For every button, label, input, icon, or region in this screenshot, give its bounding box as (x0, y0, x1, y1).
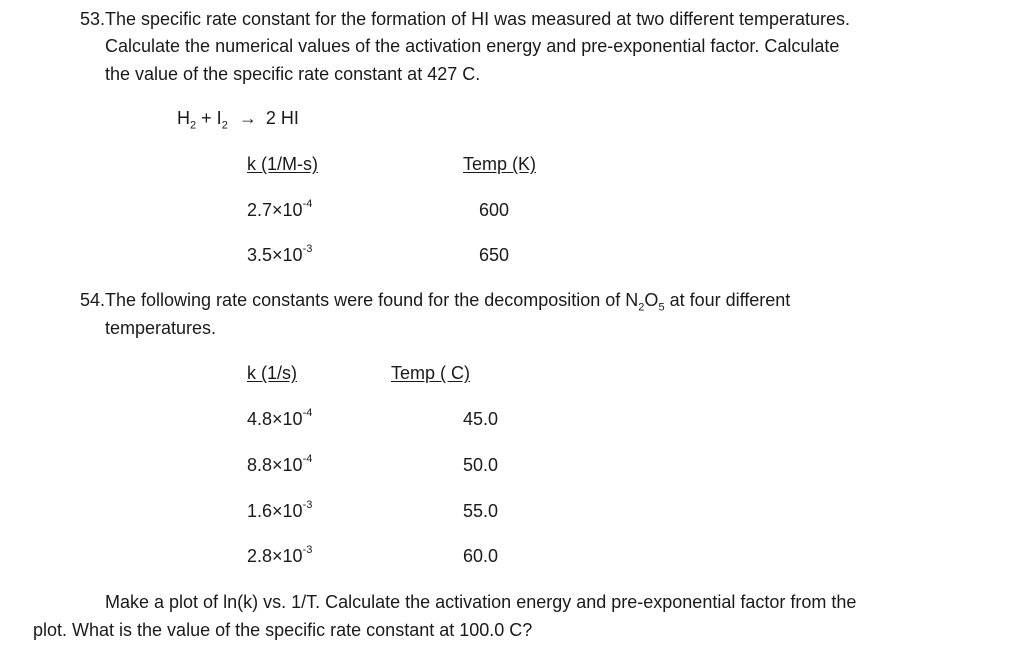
problem-53-line-3: the value of the specific rate constant at 427 C. (105, 64, 481, 84)
reaction-equation (177, 107, 299, 132)
table-54-header-temp: Temp ( C) (391, 363, 471, 383)
table-54-row-3-temp: 55.0 (463, 501, 499, 521)
problem-54-number: 54. (80, 290, 106, 310)
table-54-row-2-temp: 50.0 (463, 455, 499, 475)
table-53-row-2-temp: 650 (479, 245, 510, 265)
table-53-row-1-temp: 600 (479, 200, 510, 220)
table-54-row-1-k: $4.8\times 10^{-4}$ (247, 407, 313, 429)
table-53-row-1-k: $2.7\times 10^{-4}$ (247, 198, 313, 220)
problem-54-line-2: temperatures. (105, 318, 217, 338)
table-54-row-4-temp: 60.0 (463, 546, 499, 566)
reaction-arrow-icon: → (238, 108, 257, 128)
table-54-row-3-k: $1.6\times 10^{-3}$ (247, 499, 313, 521)
closing-line-1: Make a plot of ln(k) vs. 1/T. Calculate the activation energy and pre-exponential factor from the (105, 592, 857, 612)
table-53-header-temp: Temp (K) (463, 154, 537, 174)
table-54-row-4-k: $2.8\times 10^{-3}$ (247, 544, 313, 566)
reactant-h2: $H_2$ (177, 108, 197, 132)
table-54-row-1-temp: 45.0 (463, 409, 499, 429)
closing-line-2: plot. What is the value of the specific rate constant at 100.0 C? (33, 620, 533, 640)
plus-sign: + (201, 108, 212, 128)
table-54-row-2-k: $8.8\times 10^{-4}$ (247, 453, 313, 475)
problem-53-number: 53. (80, 9, 106, 29)
table-53-header-k: k (1/M-s) (247, 154, 318, 174)
table-53-row-2-k: $3.5\times 10^{-3}$ (247, 243, 313, 265)
problem-53-line-1: The specific rate constant for the formation of HI was measured at two different temperatures. (105, 9, 851, 29)
reactant-i2: $I_2$ (216, 108, 228, 132)
problem-53-line-2: Calculate the numerical values of the activation energy and pre-exponential factor. Calculate (105, 36, 840, 56)
product-hi: 2 HI (265, 108, 299, 128)
table-54-header-k: k (1/s) (247, 363, 298, 383)
problem-54-line-1: The following rate constants were found for the decomposition of $N_2O_5$ at four different (105, 290, 791, 314)
